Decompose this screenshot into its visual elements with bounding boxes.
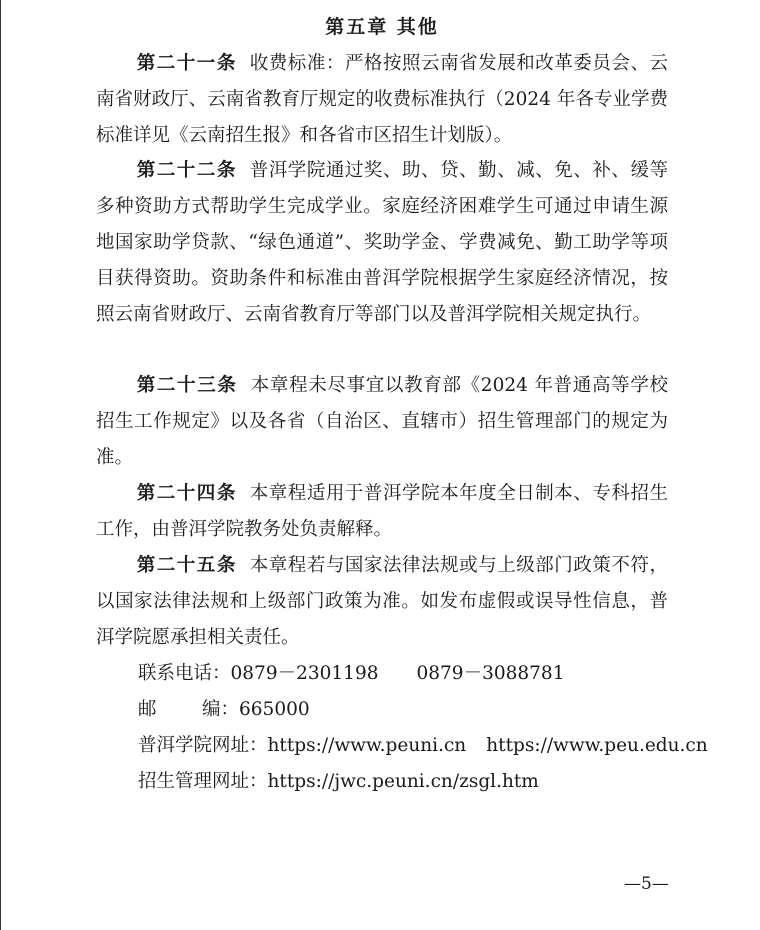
contact-phone-line bbox=[138, 656, 564, 692]
page-number: —5— bbox=[624, 874, 669, 894]
website-label: 普洱学院网址： bbox=[138, 735, 268, 756]
article-label: 第二十五条 bbox=[136, 555, 237, 576]
article-23 bbox=[96, 368, 668, 476]
phone-number-1: 0879－2301198 bbox=[230, 663, 379, 684]
contact-website-line bbox=[138, 728, 708, 764]
postcode-label-a: 邮 bbox=[138, 699, 157, 720]
article-text: 本章程若与国家法律法规或与上级部门政策不符，以国家法律法规和上级部门政策为准。如发布虚假或误导性信息，普洱学院愿承担相关责任。 bbox=[96, 555, 668, 648]
website-link-2[interactable]: https://www.peu.edu.cn bbox=[486, 735, 708, 756]
contact-postcode-line bbox=[138, 692, 310, 728]
article-label: 第二十二条 bbox=[136, 160, 237, 181]
website-link-1[interactable]: https://www.peuni.cn bbox=[267, 735, 467, 756]
article-25 bbox=[96, 548, 668, 656]
admissions-link[interactable]: https://jwc.peuni.cn/zsgl.htm bbox=[267, 771, 539, 792]
page-left-border bbox=[0, 0, 1, 930]
admissions-label: 招生管理网址： bbox=[138, 771, 268, 792]
article-21 bbox=[96, 46, 668, 154]
article-22 bbox=[96, 153, 668, 333]
postcode-value: 665000 bbox=[239, 699, 310, 720]
article-text: 普洱学院通过奖、助、贷、勤、减、免、补、缓等多种资助方式帮助学生完成学业。家庭经济困难学生可通过申请生源地国家助学贷款、“绿色通道”、奖助学金、学费减免、勤工助学等项目获得资助。资助条件和标准由普洱学院根据学生家庭经济情况，按照云南省财政厅、云南省教育厅等部门以及普洱学院相关规定执行。 bbox=[96, 160, 668, 325]
article-label: 第二十一条 bbox=[136, 53, 237, 74]
phone-label: 联系电话： bbox=[138, 663, 231, 684]
article-label: 第二十三条 bbox=[136, 375, 238, 396]
chapter-title: 第五章 其他 bbox=[325, 16, 439, 38]
article-text: 本章程适用于普洱学院本年度全日制本、专科招生工作，由普洱学院教务处负责解释。 bbox=[96, 483, 668, 540]
contact-admissions-line bbox=[138, 764, 539, 800]
phone-number-2: 0879－3088781 bbox=[416, 663, 565, 684]
article-text: 本章程未尽事宜以教育部《2024 年普通高等学校招生工作规定》以及各省（自治区、直辖市）招生管理部门的规定为准。 bbox=[96, 375, 669, 468]
article-text: 收费标准：严格按照云南省发展和改革委员会、云南省财政厅、云南省教育厅规定的收费标准执行（2024 年各专业学费标准详见《云南招生报》和各省市区招生计划版）。 bbox=[96, 53, 668, 146]
article-label: 第二十四条 bbox=[136, 483, 237, 504]
postcode-label-b: 编： bbox=[202, 699, 240, 720]
article-24 bbox=[96, 476, 668, 548]
